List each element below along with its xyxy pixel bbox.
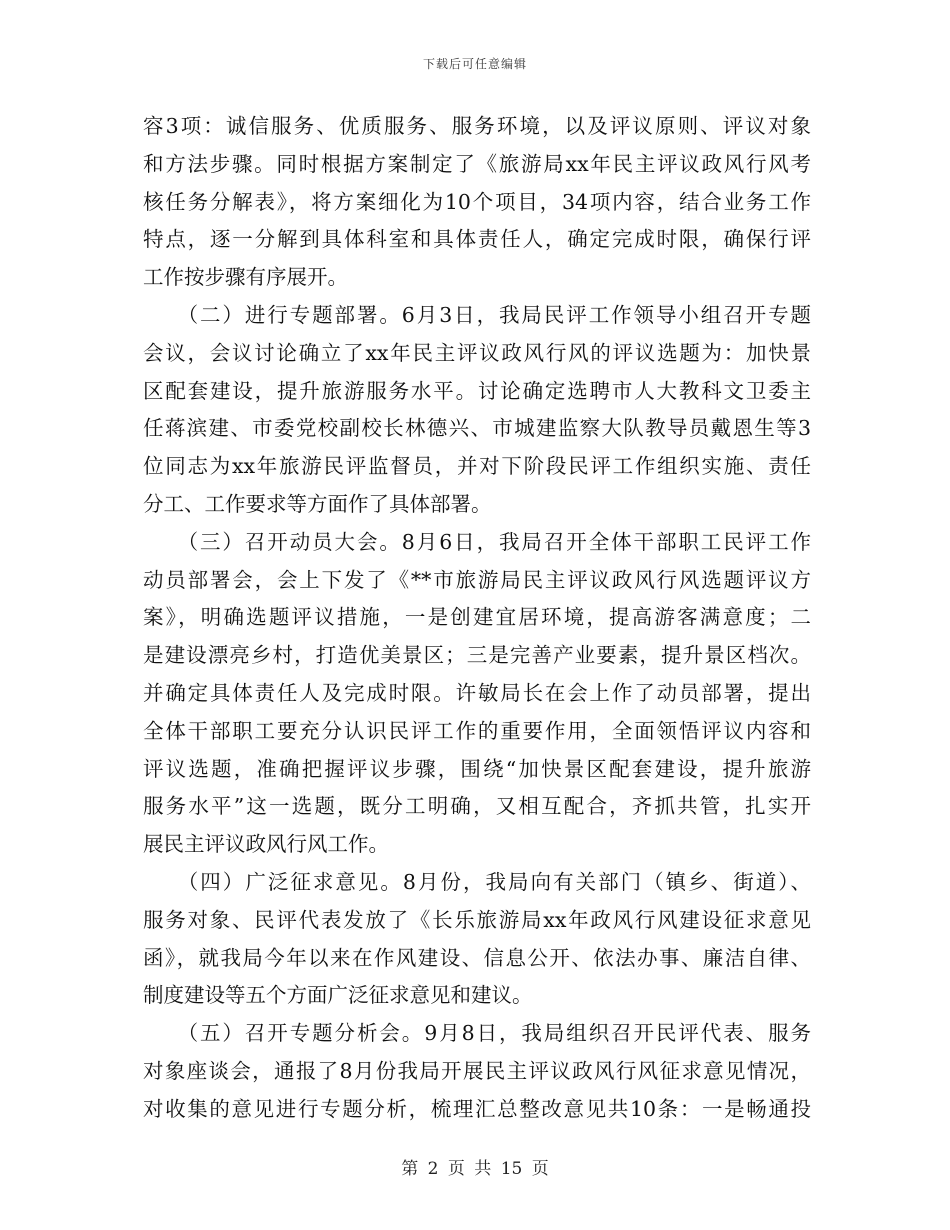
text-line: （五）召开专题分析会。9月8日，我局组织召开民评代表、服务: [143, 1021, 811, 1046]
text-line: 对象座谈会，通报了8月份我局开展民主评议政风行风征求意见情况，: [143, 1058, 811, 1083]
text-line: （四）广泛征求意见。8月份，我局向有关部门（镇乡、街道）、: [143, 869, 811, 894]
text-line: 和方法步骤。同时根据方案制定了《旅游局xx年民主评议政风行风考: [143, 151, 811, 176]
text-line: 动员部署会，会上下发了《**市旅游局民主评议政风行风选题评议方: [143, 567, 811, 592]
text-line: 函》，就我局今年以来在作风建设、信息公开、依法办事、廉洁自律、: [143, 945, 811, 970]
document-body: [143, 108, 811, 1129]
text-line: 任蒋滨建、市委党校副校长林德兴、市城建监察大队教导员戴恩生等3: [143, 416, 811, 441]
text-line: 展民主评议政风行风工作。: [143, 832, 389, 857]
text-line: 并确定具体责任人及完成时限。许敏局长在会上作了动员部署，提出: [143, 680, 811, 705]
text-line: 会议，会议讨论确立了xx年民主评议政风行风的评议选题为：加快景: [143, 340, 811, 365]
page-header-note: 下载后可任意编辑: [422, 57, 527, 71]
text-line: 是建设漂亮乡村，打造优美景区；三是完善产业要素，提升景区档次。: [143, 643, 811, 668]
text-line: 核任务分解表》，将方案细化为10个项目，34项内容，结合业务工作: [143, 189, 811, 214]
text-line: 对收集的意见进行专题分析，梳理汇总整改意见共10条：一是畅通投: [143, 1096, 811, 1121]
text-line: （三）召开动员大会。8月6日，我局召开全体干部职工民评工作: [143, 529, 811, 554]
text-line: 工作按步骤有序展开。: [143, 265, 348, 290]
text-line: 位同志为xx年旅游民评监督员，并对下阶段民评工作组织实施、责任: [143, 454, 811, 479]
text-line: 服务水平”这一选题，既分工明确，又相互配合，齐抓共管，扎实开: [143, 794, 811, 819]
text-line: 评议选题，准确把握评议步骤，围绕“加快景区配套建设，提升旅游: [143, 756, 811, 781]
text-line: （二）进行专题部署。6月3日，我局民评工作领导小组召开专题: [143, 302, 811, 327]
text-line: 制度建设等五个方面广泛征求意见和建议。: [143, 983, 533, 1008]
text-line: 特点，逐一分解到具体科室和具体责任人，确定完成时限，确保行评: [143, 227, 811, 252]
text-line: 全体干部职工要充分认识民评工作的重要作用，全面领悟评议内容和: [143, 718, 811, 743]
text-line: 区配套建设，提升旅游服务水平。讨论确定选聘市人大教科文卫委主: [143, 378, 811, 403]
text-line: 容3项：诚信服务、优质服务、服务环境，以及评议原则、评议对象: [143, 114, 811, 138]
text-line: 分工、工作要求等方面作了具体部署。: [143, 491, 492, 516]
text-line: 案》，明确选题评议措施，一是创建宜居环境，提高游客满意度；二: [143, 605, 811, 630]
text-line: 服务对象、民评代表发放了《长乐旅游局xx年政风行风建设征求意见: [143, 907, 811, 932]
page-number-footer: 第 2 页 共 15 页: [401, 1159, 549, 1179]
